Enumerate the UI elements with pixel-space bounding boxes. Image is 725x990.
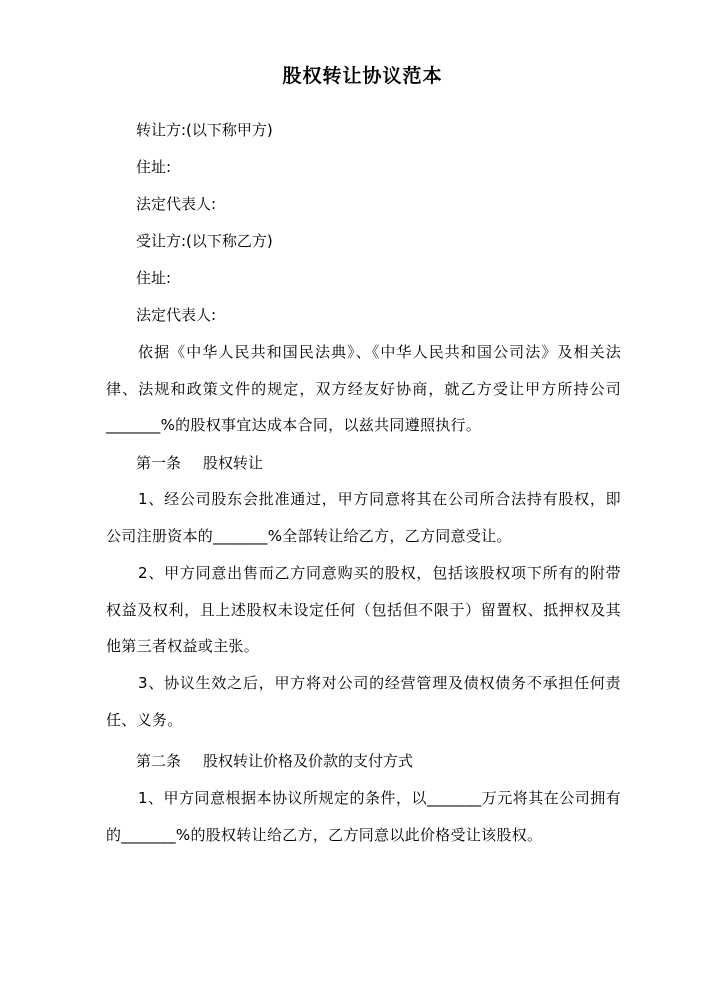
article1-title: 股权转让 [203, 454, 264, 472]
article2-clause1: 1、甲方同意根据本协议所规定的条件，以_______万元将其在公司拥有的_______%的股权转让给乙方，乙方同意以此价格受让该股权。 [106, 789, 621, 844]
transferee-representative: 法定代表人: [136, 306, 217, 324]
article2-heading [136, 749, 413, 773]
transferor-representative: 法定代表人: [136, 195, 217, 213]
document-title: 股权转让协议范本 [282, 65, 443, 87]
article1-clause3: 3、协议生效之后，甲方将对公司的经营管理及债权债务不承担任何责任、义务。 [106, 674, 621, 729]
transferor-address: 住址: [136, 158, 172, 176]
preamble-paragraph: 依据《中华人民共和国民法典》、《中华人民共和国公司法》及相关法律、法规和政策文件的规定，双方经友好协商，就乙方受让甲方所持公司_______%的股权事宜达成本合同，以兹共同遵照执行。 [106, 343, 621, 435]
article1-clause2: 2、甲方同意出售而乙方同意购买的股权，包括该股权项下所有的附带权益及权利，且上述股权未设定任何（包括但不限于）留置权、抵押权及其他第三者权益或主张。 [106, 564, 621, 656]
article2-title: 股权转让价格及价款的支付方式 [203, 752, 414, 770]
article1-number: 第一条 [136, 454, 182, 472]
transferee-label: 受让方:(以下称乙方) [136, 232, 273, 250]
article1-clause1: 1、经公司股东会批准通过，甲方同意将其在公司所合法持有股权，即公司注册资本的_______%全部转让给乙方，乙方同意受让。 [106, 490, 621, 545]
transferor-label: 转让方:(以下称甲方) [136, 121, 273, 139]
article2-number: 第二条 [136, 752, 182, 770]
article1-heading [136, 451, 263, 475]
transferee-address: 住址: [136, 269, 172, 287]
